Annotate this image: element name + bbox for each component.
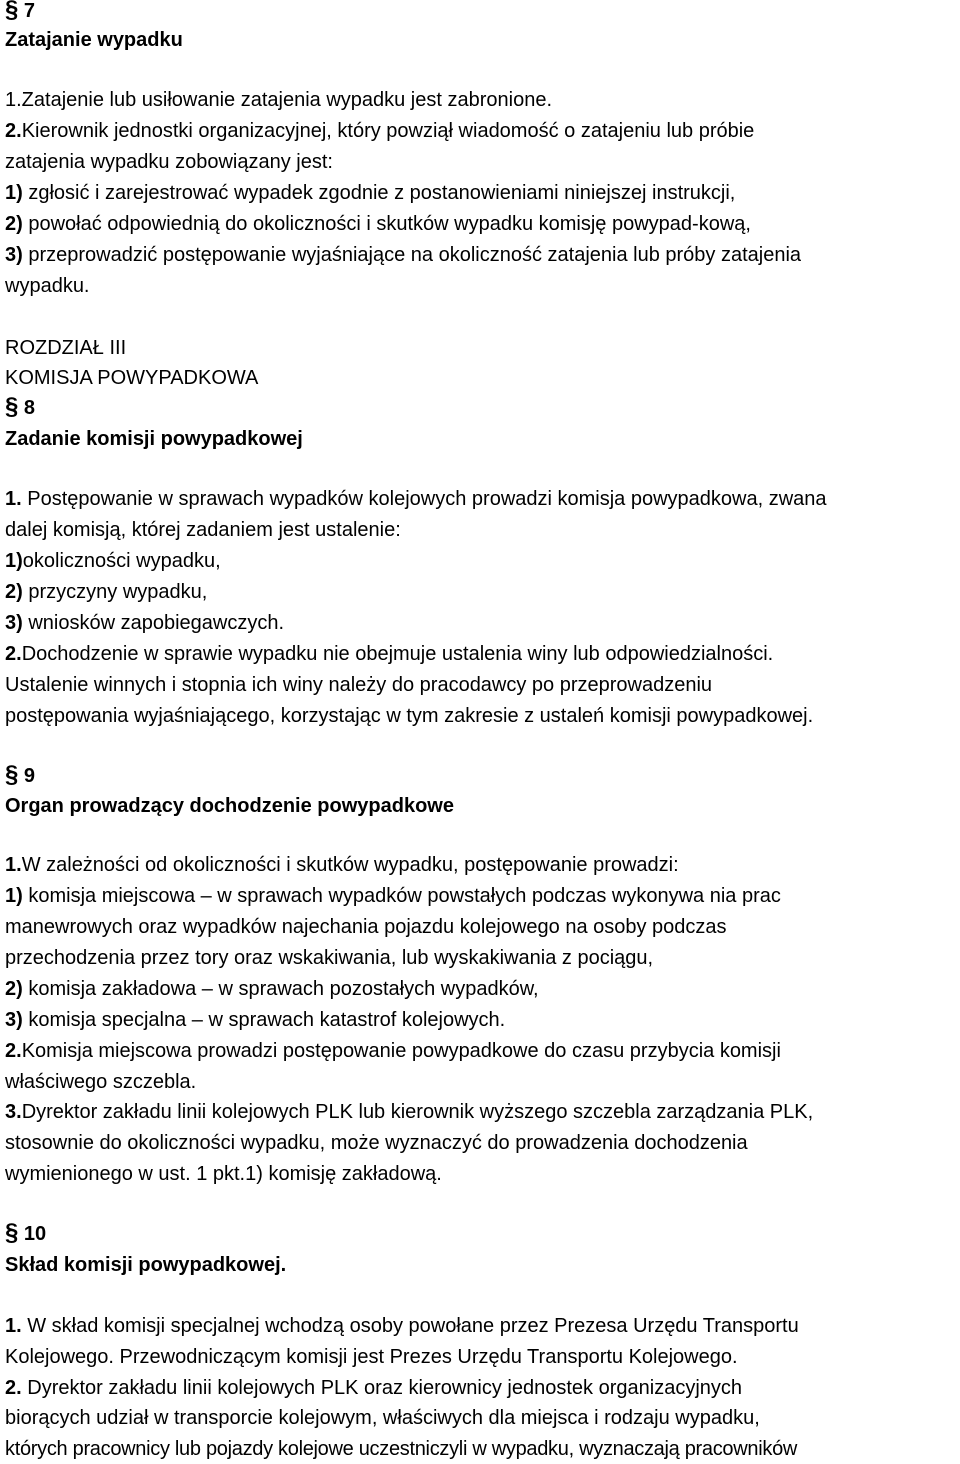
paragraph-number: 2.	[5, 120, 22, 142]
s8-item-1: 1)okoliczności wypadku,	[5, 550, 221, 572]
section-symbol: §	[5, 761, 19, 788]
paragraph-number: 2.	[5, 1040, 22, 1062]
section-symbol: §	[5, 0, 19, 23]
s7-item-3-line-2: wypadku.	[5, 275, 90, 297]
s9-item-1-line-1: 1) komisja miejscowa – w sprawach wypadków powstałych podczas wykonywa nia prac	[5, 885, 781, 907]
chapter-title: KOMISJA POWYPADKOWA	[5, 367, 259, 389]
paragraph-number: 2.	[5, 1377, 22, 1399]
s9-paragraph-1: 1.W zależności od okoliczności i skutków wypadku, postępowanie prowadzi:	[5, 854, 679, 876]
s10-paragraph-2-line-2: biorących udział w transporcie kolejowym, właściwych dla miejsca i rodzaju wypadku,	[5, 1407, 760, 1429]
s8-paragraph-2-line-3: postępowania wyjaśniającego, korzystając w tym zakresie z ustaleń komisji powypadkowej.	[5, 705, 814, 727]
section-8-title: Zadanie komisji powypadkowej	[5, 428, 303, 450]
s8-paragraph-2-line-2: Ustalenie winnych i stopnia ich winy należy do pracodawcy po przeprowadzeniu	[5, 674, 713, 696]
section-7-title: Zatajanie wypadku	[5, 29, 183, 51]
s8-paragraph-1-line-1: 1. Postępowanie w sprawach wypadków kolejowych prowadzi komisja powypadkowa, zwana	[5, 488, 827, 510]
s8-paragraph-1-line-2: dalej komisją, której zadaniem jest ustalenie:	[5, 519, 401, 541]
s9-paragraph-2-line-2: właściwego szczebla.	[5, 1071, 197, 1093]
section-10-title: Skład komisji powypadkowej.	[5, 1254, 287, 1276]
section-8-heading	[5, 395, 35, 420]
section-number: 7	[23, 0, 36, 22]
section-symbol: §	[5, 393, 19, 420]
s9-item-2: 2) komisja zakładowa – w sprawach pozostałych wypadków,	[5, 978, 539, 1000]
s8-item-2: 2) przyczyny wypadku,	[5, 581, 208, 603]
section-7-heading	[5, 0, 35, 23]
item-number: 2)	[5, 978, 23, 1000]
s9-item-3: 3) komisja specjalna – w sprawach katastrof kolejowych.	[5, 1009, 506, 1031]
paragraph-number: 1.	[5, 854, 22, 876]
paragraph-number: 1.	[5, 1315, 22, 1337]
s7-paragraph-2-line-1: 2.Kierownik jednostki organizacyjnej, który powziął wiadomość o zatajeniu lub próbie	[5, 120, 755, 142]
chapter-label: ROZDZIAŁ III	[5, 337, 127, 359]
s9-item-1-line-3: przechodzenia przez tory oraz wskakiwania, lub wyskakiwania z pociągu,	[5, 947, 654, 969]
s10-paragraph-2-line-1: 2. Dyrektor zakładu linii kolejowych PLK oraz kierownicy jednostek organizacyjnych	[5, 1377, 743, 1399]
s7-paragraph-1: 1.Zatajenie lub usiłowanie zatajenia wypadku jest zabronione.	[5, 89, 553, 111]
section-9-heading	[5, 763, 35, 788]
section-symbol: §	[5, 1219, 19, 1246]
item-number: 3)	[5, 612, 23, 634]
s9-paragraph-3-line-3: wymienionego w ust. 1 pkt.1) komisję zakładową.	[5, 1163, 442, 1185]
s9-paragraph-3-line-1: 3.Dyrektor zakładu linii kolejowych PLK lub kierownik wyższego szczebla zarządzania PLK,	[5, 1101, 814, 1123]
item-number: 2)	[5, 581, 23, 603]
section-number: 10	[23, 1223, 47, 1245]
section-9-title: Organ prowadzący dochodzenie powypadkowe	[5, 795, 454, 817]
s7-item-2: 2) powołać odpowiednią do okoliczności i skutków wypadku komisję powypad-kową,	[5, 213, 751, 235]
paragraph-number: 2.	[5, 643, 22, 665]
s10-paragraph-2-line-3: których pracownicy lub pojazdy kolejowe uczestniczyli w wypadku, wyznaczają pracowników	[5, 1438, 798, 1460]
item-number: 1)	[5, 885, 23, 907]
s8-paragraph-2-line-1: 2.Dochodzenie w sprawie wypadku nie obejmuje ustalenia winy lub odpowiedzialności.	[5, 643, 774, 665]
s10-paragraph-1-line-2: Kolejowego. Przewodniczącym komisji jest Prezes Urzędu Transportu Kolejowego.	[5, 1346, 738, 1368]
s7-item-1: 1) zgłosić i zarejestrować wypadek zgodnie z postanowieniami niniejszej instrukcji,	[5, 182, 736, 204]
item-number: 3)	[5, 1009, 23, 1031]
s7-paragraph-2-line-2: zatajenia wypadku zobowiązany jest:	[5, 151, 333, 173]
s9-item-1-line-2: manewrowych oraz wypadków najechania pojazdu kolejowego na osoby podczas	[5, 916, 727, 938]
item-number: 2)	[5, 213, 23, 235]
s8-item-3: 3) wniosków zapobiegawczych.	[5, 612, 285, 634]
s9-paragraph-3-line-2: stosownie do okoliczności wypadku, może wyznaczyć do prowadzenia dochodzenia	[5, 1132, 748, 1154]
section-number: 8	[23, 397, 36, 419]
item-number: 1)	[5, 182, 23, 204]
paragraph-number: 3.	[5, 1101, 22, 1123]
s10-paragraph-1-line-1: 1. W skład komisji specjalnej wchodzą osoby powołane przez Prezesa Urzędu Transportu	[5, 1315, 799, 1337]
s7-item-3-line-1: 3) przeprowadzić postępowanie wyjaśniające na okoliczność zatajenia lub próby zatajenia	[5, 244, 802, 266]
section-10-heading	[5, 1221, 46, 1246]
item-number: 1)	[5, 550, 23, 572]
paragraph-number: 1.	[5, 488, 22, 510]
section-number: 9	[23, 765, 36, 787]
item-number: 3)	[5, 244, 23, 266]
s9-paragraph-2-line-1: 2.Komisja miejscowa prowadzi postępowanie powypadkowe do czasu przybycia komisji	[5, 1040, 781, 1062]
